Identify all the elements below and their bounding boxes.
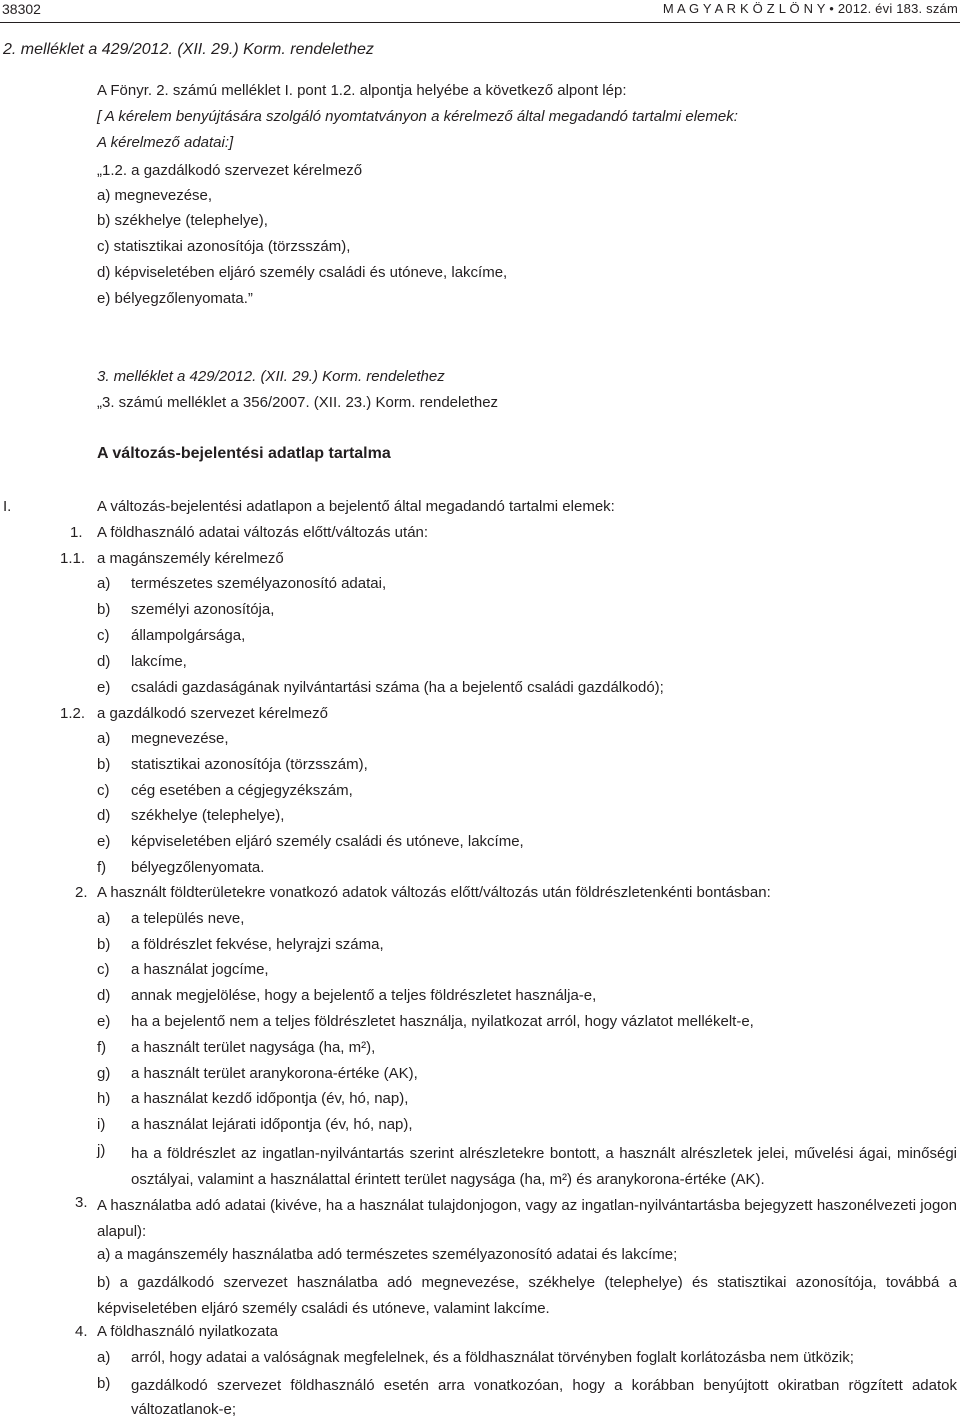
s2-h-label: h) [97, 1090, 111, 1107]
s12-a-text: megnevezése, [131, 730, 229, 747]
s4-text: A földhasználó nyilatkozata [97, 1323, 278, 1340]
s12-f-label: f) [97, 859, 107, 876]
annex2-item-head: „1.2. a gazdálkodó szervezet kérelmező [97, 162, 363, 179]
s2-e-text: ha a bejelentő nem a teljes földrészletet használja, nyilatkozat arról, hogy vázlatot mellékelt-e, [131, 1013, 754, 1030]
s12-number: 1.2. [60, 705, 86, 722]
s12-b-text: statisztikai azonosítója (törzsszám), [131, 756, 368, 773]
page-number: 38302 [2, 1, 41, 17]
annex2-item-a: a) megnevezése, [97, 187, 213, 204]
s11-b-text: személyi azonosítója, [131, 601, 275, 618]
s2-c-text: a használat jogcíme, [131, 961, 269, 978]
s3-a: a) a magánszemély használatba adó természetes személyazonosító adatai és lakcíme; [97, 1246, 678, 1263]
s11-a-text: természetes személyazonosító adatai, [131, 575, 387, 592]
s12-c-text: cég esetében a cégjegyzékszám, [131, 782, 353, 799]
s11-d-text: lakcíme, [131, 653, 187, 670]
s11-b-label: b) [97, 601, 111, 618]
s2-h-text: a használat kezdő időpontja (év, hó, nap), [131, 1090, 409, 1107]
s12-a-label: a) [97, 730, 111, 747]
s11-a-label: a) [97, 575, 111, 592]
s1-text: A földhasználó adatai változás előtt/változás után: [97, 524, 429, 541]
annex2-bracket-line2: A kérelmező adatai:] [97, 134, 234, 151]
annex2-bracket-line1: [ A kérelem benyújtására szolgáló nyomtatványon a kérelmező által megadandó tartalmi elemek: [97, 108, 738, 125]
annex2-title: 2. melléklet a 429/2012. (XII. 29.) Korm. rendelethez [3, 41, 374, 58]
journal-issue [663, 1, 958, 16]
s12-e-label: e) [97, 833, 111, 850]
annex3-title: 3. melléklet a 429/2012. (XII. 29.) Korm. rendelethez [97, 368, 445, 385]
annex2-intro: A Fönyr. 2. számú melléklet I. pont 1.2. alpontja helyébe a következő alpont lép: [97, 82, 627, 99]
s2-d-text: annak megjelölése, hogy a bejelentő a teljes földrészletet használja-e, [131, 987, 597, 1004]
s2-f-label: f) [97, 1039, 107, 1056]
s2-a-label: a) [97, 910, 111, 927]
s12-d-label: d) [97, 807, 111, 824]
section-text: A változás-bejelentési adatlapon a bejelentő által megadandó tartalmi elemek: [97, 498, 615, 515]
s4-a-label: a) [97, 1349, 111, 1366]
s3-number: 3. [75, 1194, 88, 1211]
page-header [0, 0, 960, 23]
s3-text: A használatba adó adatai (kivéve, ha a használat tulajdonjogon, vagy az ingatlan-nyilvántartásba bejegyzett haszonélvezeti jogon alapul): [97, 1197, 957, 1240]
annex2-item-d: d) képviseletében eljáró személy családi és utóneve, lakcíme, [97, 264, 508, 281]
annex2-item-b: b) székhelye (telephelye), [97, 212, 268, 229]
s2-number: 2. [75, 884, 88, 901]
s4-b-text: gazdálkodó szervezet földhasználó esetén arra vonatkozóan, hogy a korábban benyújtott okiratban rögzített adatok változatlanok-e; [131, 1377, 957, 1418]
s4-b-label: b) [97, 1375, 111, 1392]
s2-a-text: a település neve, [131, 910, 245, 927]
s2-j-label: j) [97, 1142, 106, 1159]
journal-name: M A G Y A R K Ö Z L Ö N Y [662, 1, 826, 16]
s2-text: A használt földterületekre vonatkozó adatok változás előtt/változás után földrészletenkénti bontásban: [97, 884, 771, 901]
annex2-item-e: e) bélyegzőlenyomata.” [97, 290, 253, 307]
s11-e-text: családi gazdaságának nyilvántartási száma (ha a bejelentő családi gazdálkodó); [131, 679, 664, 696]
s12-d-text: székhelye (telephelye), [131, 807, 285, 824]
s2-f-text: a használt terület nagysága (ha, m²), [131, 1039, 376, 1056]
s3-b: b) a gazdálkodó szervezet használatba adó megnevezése, székhelye (telephelye) és statisztikai azonosítója, továbbá a képviseletében eljáró személy családi és utóneve, valamint lakcíme. [97, 1274, 957, 1317]
annex2-item-c: c) statisztikai azonosítója (törzsszám), [97, 238, 351, 255]
s12-e-text: képviseletében eljáró személy családi és utóneve, lakcíme, [131, 833, 524, 850]
s11-c-text: állampolgársága, [131, 627, 246, 644]
s4-a-text: arról, hogy adatai a valóságnak megfelelnek, és a földhasználat törvényben foglalt korlátozásba nem ütközik; [131, 1349, 854, 1366]
s2-b-label: b) [97, 936, 111, 953]
s2-d-label: d) [97, 987, 111, 1004]
s1-number: 1. [70, 524, 83, 541]
s11-c-label: c) [97, 627, 110, 644]
s2-b-text: a földrészlet fekvése, helyrajzi száma, [131, 936, 384, 953]
s4-number: 4. [75, 1323, 88, 1340]
s12-b-label: b) [97, 756, 111, 773]
header-bullet: • [829, 1, 835, 16]
s11-text: a magánszemély kérelmező [97, 550, 284, 567]
s2-c-label: c) [97, 961, 110, 978]
section-number: I. [3, 498, 12, 515]
s12-c-label: c) [97, 782, 110, 799]
s2-j-text: ha a földrészlet az ingatlan-nyilvántartás szerint alrészletekre bontott, a használt alrészletek jelei, művelési ágai, minőségi osztályai, valamint a használattal érintett terület nagysága (ha, m²) és aranykorona-értéke (AK). [131, 1145, 957, 1188]
s2-i-text: a használat lejárati időpontja (év, hó, nap), [131, 1116, 413, 1133]
s11-d-label: d) [97, 653, 111, 670]
issue-label: 2012. évi 183. szám [837, 1, 958, 16]
s12-f-text: bélyegzőlenyomata. [131, 859, 265, 876]
s2-i-label: i) [97, 1116, 106, 1133]
s12-text: a gazdálkodó szervezet kérelmező [97, 705, 328, 722]
annex3-subtitle: „3. számú melléklet a 356/2007. (XII. 23.) Korm. rendelethez [97, 394, 499, 411]
s11-number: 1.1. [60, 550, 86, 567]
s2-g-text: a használt terület aranykorona-értéke (AK), [131, 1065, 418, 1082]
annex3-heading: A változás-bejelentési adatlap tartalma [97, 445, 391, 462]
s11-e-label: e) [97, 679, 111, 696]
s2-e-label: e) [97, 1013, 111, 1030]
s2-g-label: g) [97, 1065, 111, 1082]
